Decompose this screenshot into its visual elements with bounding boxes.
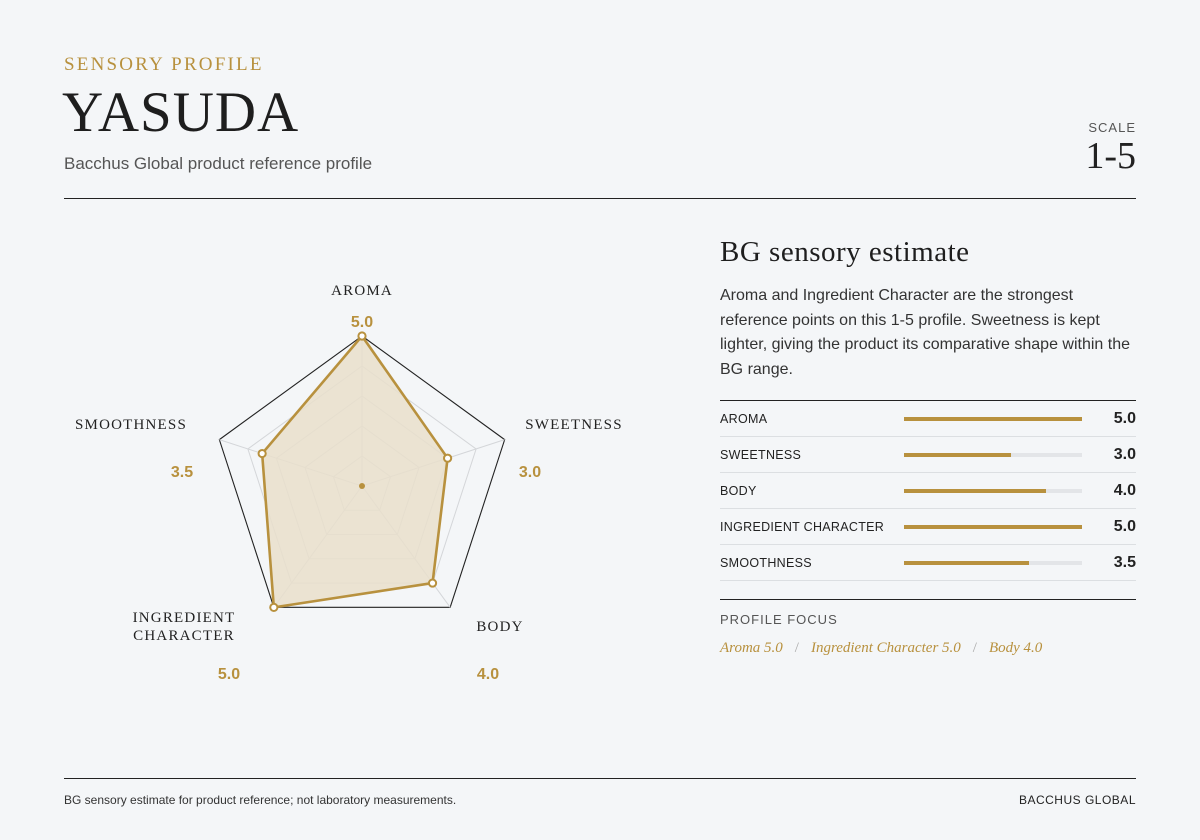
score-label: BODY <box>720 484 757 498</box>
axis-value-label: 3.0 <box>518 464 542 481</box>
footer-divider <box>64 778 1136 779</box>
page-title: YASUDA <box>62 81 300 144</box>
footer-brand: BACCHUS GLOBAL <box>1018 793 1136 807</box>
score-value: 3.0 <box>1113 446 1136 463</box>
score-value: 5.0 <box>1113 518 1136 535</box>
score-value: 5.0 <box>1113 410 1136 427</box>
axis-label: SWEETNESS <box>525 417 623 433</box>
score-row <box>720 473 1136 509</box>
radar-point <box>259 450 266 457</box>
score-bar-track <box>904 453 1082 457</box>
scale-value: 1-5 <box>1085 135 1136 177</box>
score-bar-fill <box>904 561 1029 565</box>
axis-value-label: 5.0 <box>350 314 374 331</box>
focus-label: PROFILE FOCUS <box>720 612 838 627</box>
score-value: 3.5 <box>1113 554 1136 571</box>
score-label: INGREDIENT CHARACTER <box>720 520 885 534</box>
focus-separator: / <box>794 640 799 656</box>
panel-title: BG sensory estimate <box>720 236 970 268</box>
score-bar-fill <box>904 489 1046 493</box>
axis-label: AROMA <box>331 283 393 299</box>
radar-point <box>270 604 277 611</box>
focus-separator: / <box>972 640 977 656</box>
axis-label: SMOOTHNESS <box>74 417 188 433</box>
focus-item: Body 4.0 <box>988 640 1043 656</box>
score-bar-track <box>904 525 1082 529</box>
score-bar-fill <box>904 417 1082 421</box>
axis-label: BODY <box>476 619 524 635</box>
axis-value-label: 4.0 <box>476 666 500 683</box>
score-label: SMOOTHNESS <box>720 556 812 570</box>
panel-description: Aroma and Ingredient Character are the strongest reference points on this 1-5 profile. Sweetness is kept lighter, giving the product its comparative shape within the BG range. <box>720 287 1131 378</box>
focus-divider <box>720 599 1136 600</box>
score-row <box>720 401 1136 437</box>
score-bar-fill <box>904 525 1082 529</box>
score-row <box>720 437 1136 473</box>
axis-value-label: 5.0 <box>217 666 241 683</box>
score-bar-track <box>904 561 1082 565</box>
eyebrow-label: SENSORY PROFILE <box>64 54 264 75</box>
score-table <box>720 400 1136 581</box>
axis-value-label: 3.5 <box>170 464 194 481</box>
radar-center-dot <box>359 483 365 489</box>
page-subtitle: Bacchus Global product reference profile <box>64 154 373 173</box>
radar-series-area <box>262 336 447 607</box>
radar-point <box>429 579 436 586</box>
axis-label: INGREDIENT CHARACTER <box>132 610 236 644</box>
score-label: AROMA <box>720 412 768 426</box>
score-label: SWEETNESS <box>720 448 802 462</box>
score-row <box>720 545 1136 581</box>
score-row <box>720 509 1136 545</box>
radar-point <box>358 332 365 339</box>
radar-point <box>444 455 451 462</box>
score-bar-track <box>904 489 1082 493</box>
footer-note: BG sensory estimate for product reference; not laboratory measurements. <box>64 793 457 807</box>
focus-item: Ingredient Character 5.0 <box>810 640 961 656</box>
focus-list <box>720 640 1042 657</box>
scale-label: SCALE <box>1088 120 1136 135</box>
score-bar-track <box>904 417 1082 421</box>
score-value: 4.0 <box>1113 482 1136 499</box>
focus-item: Aroma 5.0 <box>720 640 783 656</box>
score-bar-fill <box>904 453 1011 457</box>
